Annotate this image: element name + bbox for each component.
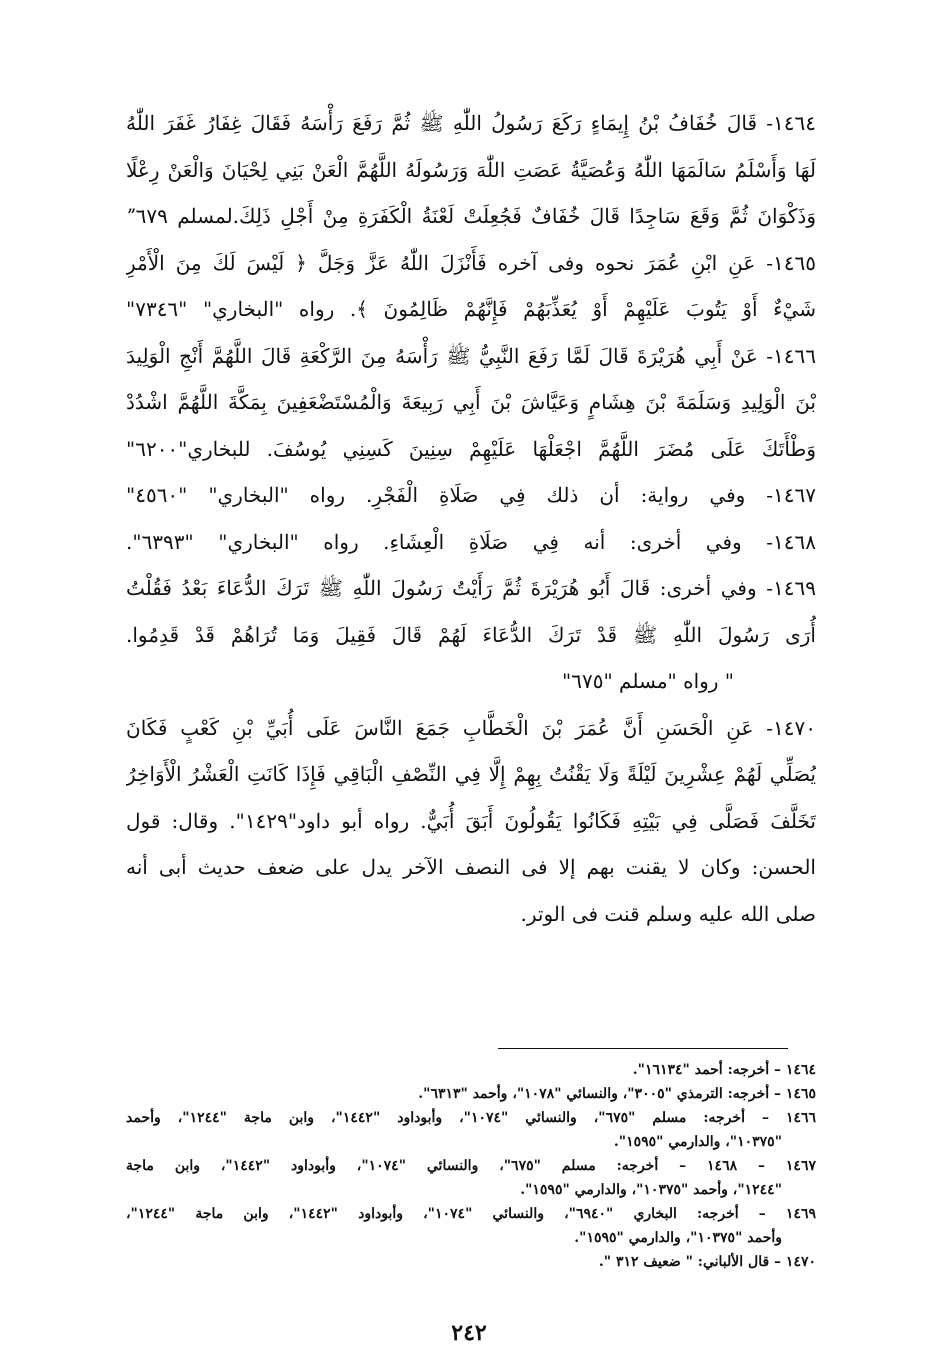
hadith-1469-line-1: ١٤٦٩- وفي أخرى: قَالَ أَبُو هُرَيْرَةَ ثُمَّ رَأَيْتُ رَسُولَ اللّٰهِ ﷺ تَرَكَ الدُّعَاءَ بَعْدُ فَقُلْتُ (126, 576, 816, 600)
hadith-1464-line-2: لَهَا وَأَسْلَمُ سَالَمَهَا اللّٰهُ وَعُصَيَّةُ عَصَتِ اللّٰهَ وَرَسُولَهُ اللَّهُمَّ الْعَنْ بَنِي لِحْيَانَ وَالْعَنْ رِعْلًا (126, 157, 816, 182)
hadith-1469-source: " رواه "مسلم "٦٧٥" (562, 669, 734, 693)
footnote-1465: ١٤٦٥ – أخرجه: الترمذي "٣٠٠٥"، والنسائي "١٠٧٨"، وأحمد "٦٣١٣". (418, 1086, 816, 1102)
footnote-separator (498, 1048, 788, 1049)
hadith-1466-line-3: وَطْأَتَكَ عَلَى مُضَرَ اللَّهُمَّ اجْعَلْهَا عَلَيْهِمْ سِنِينَ كَسِنِي يُوسُفَ. للبخاري"٦٢٠٠" (126, 436, 816, 461)
footnote-1467-1468-continued: "١٢٤٤"، وأحمد "١٠٣٧٥"، والدارمي "١٥٩٥". (520, 1182, 782, 1198)
hadith-1470-line-1: ١٤٧٠- عَنِ الْحَسَنِ أَنَّ عُمَرَ بْنَ الْخَطَّابِ جَمَعَ النَّاسَ عَلَى أُبَيِّ بْنِ كَعْبٍ فَكَانَ (126, 715, 816, 740)
hadith-1464-line-3: وَذَكْوَانَ ثُمَّ وَقَعَ سَاجِدًا قَالَ خُفَافٌ فَجُعِلَتْ لَعْنَةُ الْكَفَرَةِ مِنْ أَجْلِ ذَلِكَ.لمسلم ˮ٦٧٩ (126, 204, 816, 228)
footnote-1469: ١٤٦٩ – أخرجه: البخاري "٦٩٤٠"، والنسائي "١٠٧٤"، وأبوداود "١٤٤٢"، وابن ماجة "١٢٤٤"، (126, 1206, 816, 1222)
hadith-1465-line-2: شَيْءٌ أَوْ يَتُوبَ عَلَيْهِمْ أَوْ يُعَذِّبَهُمْ فَإِنَّهُمْ ظَالِمُونَ ﴾. رواه "البخاري" "٧٣٤٦" (126, 297, 816, 321)
hadith-1466-line-2: بْنَ الْوَلِيدِ وَسَلَمَةَ بْنَ هِشَامٍ وَعَيَّاشَ بْنَ أَبِي رَبِيعَةَ وَالْمُسْتَضْعَفِينَ بِمَكَّةَ اللَّهُمَّ اشْدُدْ (126, 390, 816, 414)
footnote-1470: ١٤٧٠ – قال الألباني: " ضعيف ٣١٢ ". (598, 1254, 816, 1270)
hadith-1465-line-1: ١٤٦٥- عَنِ ابْنِ عُمَرَ نحوه وفى آخره فَأَنْزَلَ اللّٰهُ عَزَّ وَجَلَّ ﴿ لَيْسَ لَكَ مِنَ الْأَمْرِ (126, 250, 816, 275)
footnote-1469-continued: وأحمد "١٠٣٧٥"، والدارمي "١٥٩٥". (574, 1230, 782, 1246)
page-number: ٢٤٢ (451, 1320, 487, 1346)
hadith-1469-line-2: أُرَى رَسُولَ اللّٰهِ ﷺ قَدْ تَرَكَ الدُّعَاءَ لَهُمْ قَالَ فَقِيلَ وَمَا تُرَاهُمْ قَدْ قَدِمُوا. (126, 622, 816, 647)
hadith-1470-line-2: يُصَلِّي لَهُمْ عِشْرِينَ لَيْلَةً وَلَا يَقْنُتُ بِهِمْ إِلَّا فِي النِّصْفِ الْبَاقِي فَإِذَا كَانَتِ الْعَشْرُ الْأَوَاخِرُ (126, 762, 816, 786)
hadith-1464-line-1: ١٤٦٤- قَالَ خُفَافُ بْنُ إِيمَاءٍ رَكَعَ رَسُولُ اللّٰهِ ﷺ ثُمَّ رَفَعَ رَأْسَهُ فَقَالَ غِفَارُ غَفَرَ اللّٰهُ (126, 111, 816, 135)
hadith-1467-line: ١٤٦٧- وفي رواية: أن ذلك فِي صَلَاةِ الْفَجْرِ. رواه "البخاري" "٤٥٦٠" (126, 483, 816, 507)
footnote-1467-1468: ١٤٦٧ – ١٤٦٨ – أخرجه: مسلم "٦٧٥"، والنسائي "١٠٧٤"، وأبوداود "١٤٤٢"، وابن ماجة (126, 1158, 816, 1174)
footnote-1466: ١٤٦٦ – أخرجه: مسلم "٦٧٥"، والنسائي "١٠٧٤"، وأبوداود "١٤٤٢"، وابن ماجة "١٢٤٤"، وأحمد (126, 1110, 816, 1126)
hadith-body (126, 100, 816, 937)
hadith-1468-line: ١٤٦٨- وفي أخرى: أنه فِي صَلَاةِ الْعِشَاءِ. رواه "البخاري" "٦٣٩٣". (126, 529, 816, 554)
hadith-1466-line-1: ١٤٦٦- عَنْ أَبِي هُرَيْرَةَ قَالَ لَمَّا رَفَعَ النَّبِيُّ ﷺ رَأْسَهُ مِنَ الرَّكْعَةِ قَالَ اللَّهُمَّ أَنْجِ الْوَلِيدَ (126, 343, 816, 368)
footnote-1466-continued: "١٠٣٧٥"، والدارمي "١٥٩٥". (613, 1134, 782, 1150)
footnotes (126, 1058, 816, 1274)
hadith-1470-line-4: الحسن: وكان لا يقنت بهم إلا فى النصف الآخر يدل على ضعف حديث أبى أنه (126, 855, 816, 879)
footnote-1464: ١٤٦٤ – أخرجه: أحمد "١٦١٣٤". (632, 1062, 816, 1078)
hadith-1470-line-5: صلى الله عليه وسلم قنت فى الوتر. (520, 901, 816, 926)
hadith-1470-line-3: تَخَلَّفَ فَصَلَّى فِي بَيْتِهِ فَكَانُوا يَقُولُونَ أَبَقَ أُبَيٌّ. رواه أبو داود"١٤٢٩". وقال: قول (126, 808, 816, 833)
